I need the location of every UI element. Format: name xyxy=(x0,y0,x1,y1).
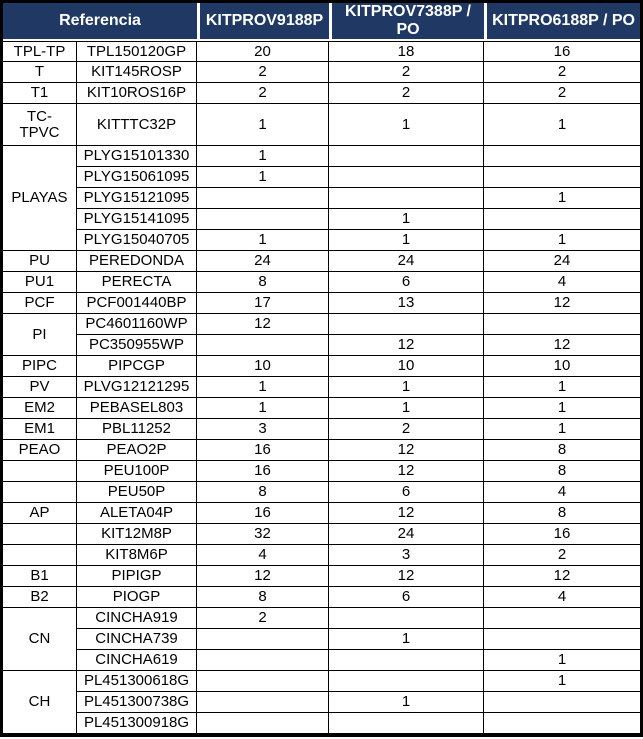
quantity-cell: 1 xyxy=(484,419,640,440)
reference-code-cell: PIPCGP xyxy=(77,356,197,377)
reference-group-cell: PCF xyxy=(3,293,77,314)
quantity-cell: 8 xyxy=(484,461,640,482)
reference-code-cell: PEAO2P xyxy=(77,440,197,461)
quantity-cell: 2 xyxy=(329,419,484,440)
reference-code-cell: PBL11252 xyxy=(77,419,197,440)
table-row xyxy=(3,356,640,377)
quantity-cell: 3 xyxy=(197,419,329,440)
quantity-cell: 1 xyxy=(329,377,484,398)
quantity-cell: 2 xyxy=(329,62,484,83)
quantity-cell xyxy=(484,167,640,188)
quantity-cell: 13 xyxy=(329,293,484,314)
reference-code-cell: CINCHA619 xyxy=(77,650,197,671)
reference-code-cell: PLYG15101330 xyxy=(77,146,197,167)
quantity-cell: 1 xyxy=(329,104,484,146)
reference-code-cell: PLYG15121095 xyxy=(77,188,197,209)
quantity-cell: 1 xyxy=(484,188,640,209)
reference-code-cell: TPL150120GP xyxy=(77,41,197,62)
quantity-cell: 1 xyxy=(329,629,484,650)
quantity-cell: 2 xyxy=(329,83,484,104)
quantity-cell: 24 xyxy=(329,524,484,545)
reference-group-cell: TPL-TP xyxy=(3,41,77,62)
reference-group-cell: PIPC xyxy=(3,356,77,377)
reference-code-cell: PC350955WP xyxy=(77,335,197,356)
quantity-cell xyxy=(484,146,640,167)
quantity-cell: 8 xyxy=(197,272,329,293)
quantity-cell: 1 xyxy=(329,209,484,230)
quantity-cell: 12 xyxy=(484,335,640,356)
quantity-cell: 17 xyxy=(197,293,329,314)
quantity-cell: 10 xyxy=(484,356,640,377)
quantity-cell: 2 xyxy=(484,545,640,566)
quantity-cell: 1 xyxy=(197,230,329,251)
quantity-cell: 8 xyxy=(197,482,329,503)
reference-group-cell: PV xyxy=(3,377,77,398)
reference-group-cell: B1 xyxy=(3,566,77,587)
table-row xyxy=(3,398,640,419)
reference-group-cell: EM1 xyxy=(3,419,77,440)
reference-code-cell: ALETA04P xyxy=(77,503,197,524)
quantity-cell: 2 xyxy=(197,62,329,83)
quantity-cell: 2 xyxy=(197,83,329,104)
quantity-cell: 1 xyxy=(484,671,640,692)
reference-code-cell: PEU50P xyxy=(77,482,197,503)
quantity-cell: 16 xyxy=(197,503,329,524)
quantity-cell xyxy=(197,650,329,671)
reference-group-cell xyxy=(3,545,77,566)
reference-code-cell: PL451300738G xyxy=(77,692,197,713)
reference-code-cell: PIOGP xyxy=(77,587,197,608)
quantity-cell xyxy=(197,629,329,650)
quantity-cell: 1 xyxy=(484,650,640,671)
reference-code-cell: KIT12M8P xyxy=(77,524,197,545)
reference-code-cell: CINCHA919 xyxy=(77,608,197,629)
quantity-cell xyxy=(329,713,484,734)
table-row xyxy=(3,83,640,104)
reference-group-cell: PU1 xyxy=(3,272,77,293)
quantity-cell xyxy=(329,671,484,692)
quantity-cell xyxy=(197,692,329,713)
reference-code-cell: PLYG15061095 xyxy=(77,167,197,188)
reference-group-cell: T xyxy=(3,62,77,83)
table-row xyxy=(3,650,640,671)
reference-group-cell: PU xyxy=(3,251,77,272)
quantity-cell: 1 xyxy=(484,104,640,146)
quantity-cell: 6 xyxy=(329,482,484,503)
reference-group-cell: PI xyxy=(3,314,77,356)
table-row xyxy=(3,188,640,209)
quantity-cell: 32 xyxy=(197,524,329,545)
quantity-cell: 16 xyxy=(484,41,640,62)
quantity-cell: 4 xyxy=(484,587,640,608)
quantity-cell: 4 xyxy=(484,482,640,503)
quantity-cell: 12 xyxy=(329,335,484,356)
table-row xyxy=(3,146,640,167)
quantity-cell: 6 xyxy=(329,272,484,293)
quantity-cell: 16 xyxy=(197,440,329,461)
reference-group-cell xyxy=(3,524,77,545)
quantity-cell: 4 xyxy=(484,272,640,293)
quantity-cell: 8 xyxy=(197,587,329,608)
table-body xyxy=(3,41,640,734)
quantity-cell: 6 xyxy=(329,587,484,608)
table-row xyxy=(3,230,640,251)
header-row xyxy=(3,3,640,41)
quantity-cell: 24 xyxy=(484,251,640,272)
quantity-cell: 8 xyxy=(484,503,640,524)
quantity-cell: 1 xyxy=(329,230,484,251)
quantity-cell: 4 xyxy=(197,545,329,566)
quantity-cell xyxy=(484,608,640,629)
quantity-cell: 12 xyxy=(484,566,640,587)
header-cell-kitprov9188p: KITPROV9188P xyxy=(197,3,329,41)
quantity-cell: 12 xyxy=(329,461,484,482)
table-row xyxy=(3,209,640,230)
quantity-cell xyxy=(329,188,484,209)
reference-code-cell: PERECTA xyxy=(77,272,197,293)
table-row xyxy=(3,62,640,83)
quantity-cell xyxy=(329,146,484,167)
quantity-cell xyxy=(484,692,640,713)
quantity-cell: 12 xyxy=(197,566,329,587)
table-row xyxy=(3,167,640,188)
table-row xyxy=(3,524,640,545)
table-row xyxy=(3,293,640,314)
quantity-cell xyxy=(197,671,329,692)
quantity-cell xyxy=(329,608,484,629)
quantity-cell xyxy=(197,713,329,734)
quantity-cell: 1 xyxy=(484,230,640,251)
quantity-cell: 12 xyxy=(197,314,329,335)
reference-group-cell: CN xyxy=(3,608,77,671)
table-row xyxy=(3,608,640,629)
table-row xyxy=(3,377,640,398)
table-row xyxy=(3,587,640,608)
reference-code-cell: PLYG15040705 xyxy=(77,230,197,251)
quantity-cell: 1 xyxy=(484,398,640,419)
table-header xyxy=(3,3,640,41)
quantity-cell: 1 xyxy=(197,398,329,419)
quantity-cell: 2 xyxy=(484,62,640,83)
quantity-cell xyxy=(329,167,484,188)
reference-group-cell: B2 xyxy=(3,587,77,608)
quantity-cell: 10 xyxy=(329,356,484,377)
quantity-cell xyxy=(484,713,640,734)
reference-group-cell: EM2 xyxy=(3,398,77,419)
table-row xyxy=(3,104,640,146)
reference-code-cell: PIPIGP xyxy=(77,566,197,587)
reference-code-cell: KIT8M6P xyxy=(77,545,197,566)
table-row xyxy=(3,671,640,692)
reference-group-cell: PEAO xyxy=(3,440,77,461)
reference-group-cell: PLAYAS xyxy=(3,146,77,251)
header-cell-referencia: Referencia xyxy=(3,3,197,41)
reference-code-cell: PCF001440BP xyxy=(77,293,197,314)
table-row xyxy=(3,440,640,461)
quantity-cell: 8 xyxy=(484,440,640,461)
table-row xyxy=(3,314,640,335)
table-row xyxy=(3,251,640,272)
reference-code-cell: PL451300918G xyxy=(77,713,197,734)
quantity-cell: 16 xyxy=(484,524,640,545)
quantity-cell: 12 xyxy=(329,503,484,524)
reference-group-cell: AP xyxy=(3,503,77,524)
quantity-cell: 1 xyxy=(197,104,329,146)
quantity-cell: 10 xyxy=(197,356,329,377)
quantity-cell xyxy=(197,209,329,230)
table-row xyxy=(3,419,640,440)
table-row xyxy=(3,503,640,524)
quantity-cell: 1 xyxy=(329,692,484,713)
table-row xyxy=(3,692,640,713)
table-row xyxy=(3,482,640,503)
table-row xyxy=(3,41,640,62)
reference-group-cell xyxy=(3,461,77,482)
quantity-cell: 12 xyxy=(484,293,640,314)
header-cell-kitpro6188p: KITPRO6188P / PO xyxy=(484,3,640,41)
reference-group-cell: CH xyxy=(3,671,77,734)
reference-group-cell: TC-TPVC xyxy=(3,104,77,146)
quantity-cell xyxy=(484,209,640,230)
reference-code-cell: PEBASEL803 xyxy=(77,398,197,419)
quantity-cell: 12 xyxy=(329,566,484,587)
reference-group-cell xyxy=(3,482,77,503)
table-row xyxy=(3,545,640,566)
table-row xyxy=(3,629,640,650)
header-cell-kitprov7388p: KITPROV7388P / PO xyxy=(329,3,484,41)
quantity-cell: 12 xyxy=(329,440,484,461)
quantity-cell: 16 xyxy=(197,461,329,482)
quantity-cell: 2 xyxy=(197,608,329,629)
quantity-cell xyxy=(197,188,329,209)
reference-code-cell: CINCHA739 xyxy=(77,629,197,650)
reference-code-cell: KITTTC32P xyxy=(77,104,197,146)
quantity-cell: 20 xyxy=(197,41,329,62)
reference-code-cell: KIT10ROS16P xyxy=(77,83,197,104)
quantity-cell: 1 xyxy=(197,377,329,398)
quantity-cell xyxy=(329,650,484,671)
reference-code-cell: PC4601160WP xyxy=(77,314,197,335)
quantity-cell: 24 xyxy=(329,251,484,272)
quantity-cell: 18 xyxy=(329,41,484,62)
quantity-cell: 1 xyxy=(484,377,640,398)
quantity-cell: 1 xyxy=(197,167,329,188)
table-row xyxy=(3,272,640,293)
reference-code-cell: PLVG12121295 xyxy=(77,377,197,398)
quantity-cell xyxy=(484,629,640,650)
quantity-cell xyxy=(484,314,640,335)
table-row xyxy=(3,713,640,734)
reference-code-cell: PEU100P xyxy=(77,461,197,482)
quantity-cell: 3 xyxy=(329,545,484,566)
reference-code-cell: KIT145ROSP xyxy=(77,62,197,83)
reference-code-cell: PLYG15141095 xyxy=(77,209,197,230)
quantity-cell xyxy=(329,314,484,335)
quantity-cell xyxy=(197,335,329,356)
reference-code-cell: PEREDONDA xyxy=(77,251,197,272)
table-row xyxy=(3,461,640,482)
quantity-cell: 2 xyxy=(484,83,640,104)
quantity-cell: 1 xyxy=(329,398,484,419)
reference-code-cell: PL451300618G xyxy=(77,671,197,692)
reference-group-cell: T1 xyxy=(3,83,77,104)
quantity-cell: 1 xyxy=(197,146,329,167)
quantity-cell: 24 xyxy=(197,251,329,272)
table-row xyxy=(3,335,640,356)
table-row xyxy=(3,566,640,587)
